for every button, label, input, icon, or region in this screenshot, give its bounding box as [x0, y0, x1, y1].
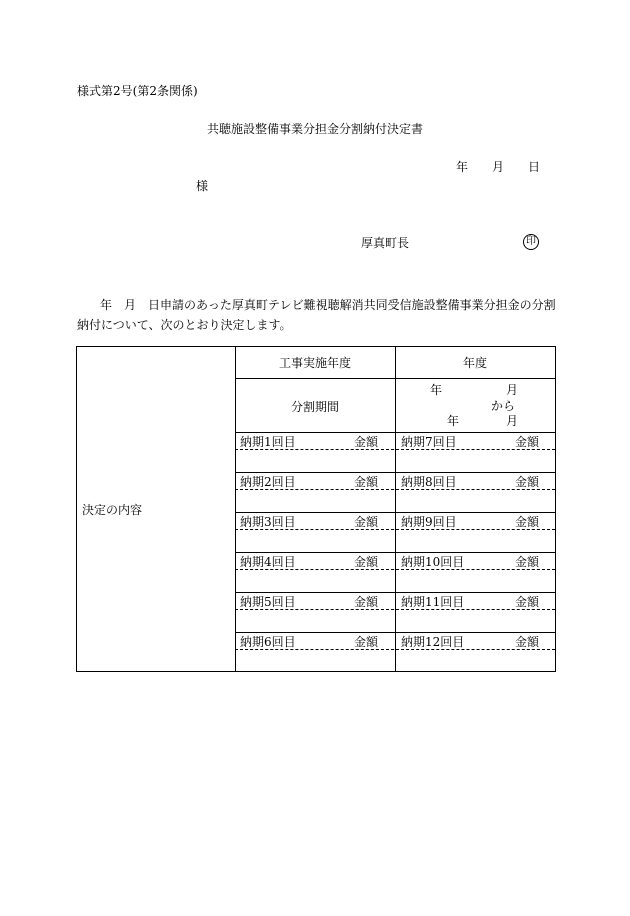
installment-label: 納期9回目: [401, 515, 457, 529]
installment-label: 納期7回目: [401, 435, 457, 449]
installment-dashed-line: [235, 609, 555, 610]
construction-year-label: 工事実施年度: [279, 356, 352, 370]
body-line-1: 年 月 日申請のあった厚真町テレビ難視聴解消共同受信施設整備事業分担金の分割: [100, 298, 556, 312]
date-year-label: 年: [456, 160, 469, 174]
amount-label: 金額: [354, 475, 379, 489]
amount-label: 金額: [354, 595, 379, 609]
date-month-label: 月: [492, 160, 505, 174]
installment-dashed-line: [235, 649, 555, 650]
installment-row-separator: [235, 512, 555, 513]
document-title: 共聴施設整備事業分担金分割納付決定書: [207, 122, 424, 136]
installment-row-separator: [235, 472, 555, 473]
table-divider-vertical-1: [235, 347, 236, 671]
installment-label: 納期4回目: [240, 555, 296, 569]
installment-dashed-line: [235, 529, 555, 530]
table-divider-vertical-2: [395, 347, 396, 671]
installment-label: 納期11回目: [401, 595, 465, 609]
amount-label: 金額: [354, 515, 379, 529]
installment-label: 納期8回目: [401, 475, 457, 489]
amount-label: 金額: [354, 555, 379, 569]
installment-label: 納期12回目: [401, 635, 465, 649]
addressee-suffix: 様: [196, 179, 209, 193]
body-line-2: 納付について、次のとおり決定します。: [77, 318, 292, 332]
installment-label: 納期6回目: [240, 635, 296, 649]
installment-row-separator: [235, 632, 555, 633]
amount-label: 金額: [515, 555, 540, 569]
table-divider-horizontal: [235, 378, 555, 379]
installment-label: 納期10回目: [401, 555, 465, 569]
decision-table: [76, 346, 556, 672]
installment-row-separator: [235, 552, 555, 553]
issuer-name: 厚真町長: [361, 236, 410, 250]
installment-label: 納期2回目: [240, 475, 296, 489]
period-start-year: 年: [430, 383, 443, 397]
installment-dashed-line: [235, 569, 555, 570]
construction-year-value: 年度: [463, 356, 488, 370]
period-kara: から: [491, 399, 516, 413]
period-start-month: 月: [506, 383, 519, 397]
installment-label: 納期3回目: [240, 515, 296, 529]
form-number: 様式第2号(第2条関係): [77, 84, 198, 98]
row-label: 決定の内容: [82, 503, 143, 517]
seal-mark: 印: [523, 234, 539, 250]
period-end-month: 月: [506, 414, 519, 428]
installment-row-separator: [235, 592, 555, 593]
date-day-label: 日: [528, 160, 541, 174]
body-text: [77, 295, 567, 335]
installment-dashed-line: [235, 449, 555, 450]
period-end-year: 年: [447, 414, 460, 428]
amount-label: 金額: [354, 435, 379, 449]
amount-label: 金額: [515, 515, 540, 529]
amount-label: 金額: [354, 635, 379, 649]
period-label: 分割期間: [291, 400, 340, 414]
installment-dashed-line: [235, 489, 555, 490]
installment-label: 納期5回目: [240, 595, 296, 609]
amount-label: 金額: [515, 475, 540, 489]
installment-label: 納期1回目: [240, 435, 296, 449]
amount-label: 金額: [515, 595, 540, 609]
amount-label: 金額: [515, 435, 540, 449]
amount-label: 金額: [515, 635, 540, 649]
table-divider-horizontal: [235, 432, 555, 433]
